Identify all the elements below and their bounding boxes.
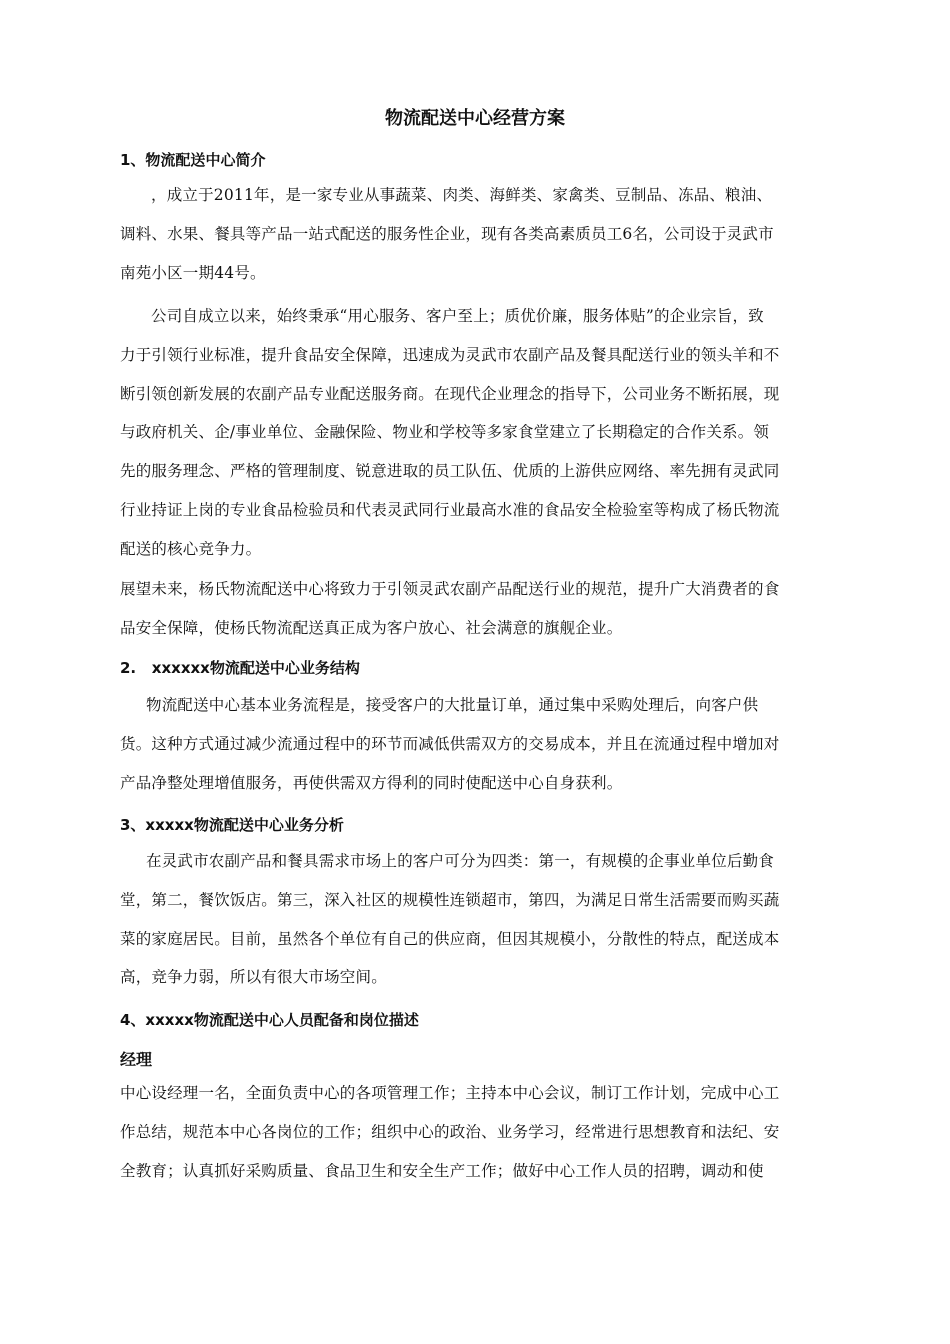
text-line: 菜的家庭居民。目前，虽然各个单位有自己的供应商，但因其规模小，分散性的特点，配送成本 <box>120 929 780 948</box>
section-4-heading: 4、xxxxx物流配送中心人员配备和岗位描述 <box>120 1011 419 1029</box>
text-line: ，成立于2011年，是一家专业从事蔬菜、肉类、海鲜类、家禽类、豆制品、冻品、粮油、 <box>151 186 773 204</box>
text-line: 品安全保障，使杨氏物流配送真正成为客户放心、社会满意的旗舰企业。 <box>120 618 623 637</box>
text-line: 物流配送中心基本业务流程是，接受客户的大批量订单，通过集中采购处理后，向客户供 <box>146 696 759 714</box>
text-line: 断引领创新发展的农副产品专业配送服务商。在现代企业理念的指导下，公司业务不断拓展，现 <box>120 384 780 403</box>
text-line: 在灵武市农副产品和餐具需求市场上的客户可分为四类：第一，有规模的企事业单位后勤食 <box>146 852 775 870</box>
section-1-paragraph-2 <box>120 297 832 569</box>
text-line: 高，竞争力弱，所以有很大市场空间。 <box>120 968 387 987</box>
text-line: 中心设经理一名，全面负责中心的各项管理工作；主持本中心会议，制订工作计划，完成中心工 <box>120 1084 780 1102</box>
text-line: 调料、水果、餐具等产品一站式配送的服务性企业，现有各类高素质员工6名，公司设于灵武市 <box>120 224 774 243</box>
text-line: 南苑小区一期44号。 <box>120 263 266 282</box>
text-line: 货。这种方式通过减少流通过程中的环节而减低供需双方的交易成本，并且在流通过程中增加对 <box>120 734 780 753</box>
section-3-paragraph-1 <box>120 842 832 997</box>
text-line: 公司自成立以来，始终秉承“用心服务、客户至上；质优价廉，服务体贴”的企业宗旨，致 <box>151 307 764 325</box>
section-1-paragraph-1 <box>120 176 832 292</box>
text-line: 产品净整处理增值服务，再使供需双方得利的同时使配送中心自身获利。 <box>120 773 623 792</box>
section-2-paragraph-1 <box>120 686 832 802</box>
section-3-heading: 3、xxxxx物流配送中心业务分析 <box>120 816 344 834</box>
text-line: 展望未来，杨氏物流配送中心将致力于引领灵武农副产品配送行业的规范，提升广大消费者的食 <box>120 580 780 598</box>
text-line: 先的服务理念、严格的管理制度、锐意进取的员工队伍、优质的上游供应网络、率先拥有灵武同 <box>120 462 780 481</box>
section-2-heading: 2. xxxxxx物流配送中心业务结构 <box>120 659 360 677</box>
text-line: 全教育；认真抓好采购质量、食品卫生和安全生产工作；做好中心工作人员的招聘，调动和使 <box>120 1161 764 1180</box>
document-title: 物流配送中心经营方案 <box>385 108 565 129</box>
text-line: 力于引领行业标准，提升食品安全保障，迅速成为灵武市农副产品及餐具配送行业的领头羊和不 <box>120 345 780 364</box>
text-line: 行业持证上岗的专业食品检验员和代表灵武同行业最高水准的食品安全检验室等构成了杨氏物流 <box>120 500 780 519</box>
section-1-paragraph-3 <box>120 570 832 648</box>
text-line: 作总结，规范本中心各岗位的工作；组织中心的政治、业务学习，经常进行思想教育和法纪、安 <box>120 1122 780 1141</box>
text-line: 堂，第二，餐饮饭店。第三，深入社区的规模性连锁超市，第四，为满足日常生活需要而购买蔬 <box>120 890 780 909</box>
text-line: 配送的核心竞争力。 <box>120 539 262 558</box>
text-line: 与政府机关、企/事业单位、金融保险、物业和学校等多家食堂建立了长期稳定的合作关系。领 <box>120 423 770 442</box>
section-1-heading: 1、物流配送中心简介 <box>120 151 266 169</box>
section-4-paragraph-1 <box>120 1074 832 1190</box>
section-4-subheading: 经理 <box>120 1050 153 1069</box>
